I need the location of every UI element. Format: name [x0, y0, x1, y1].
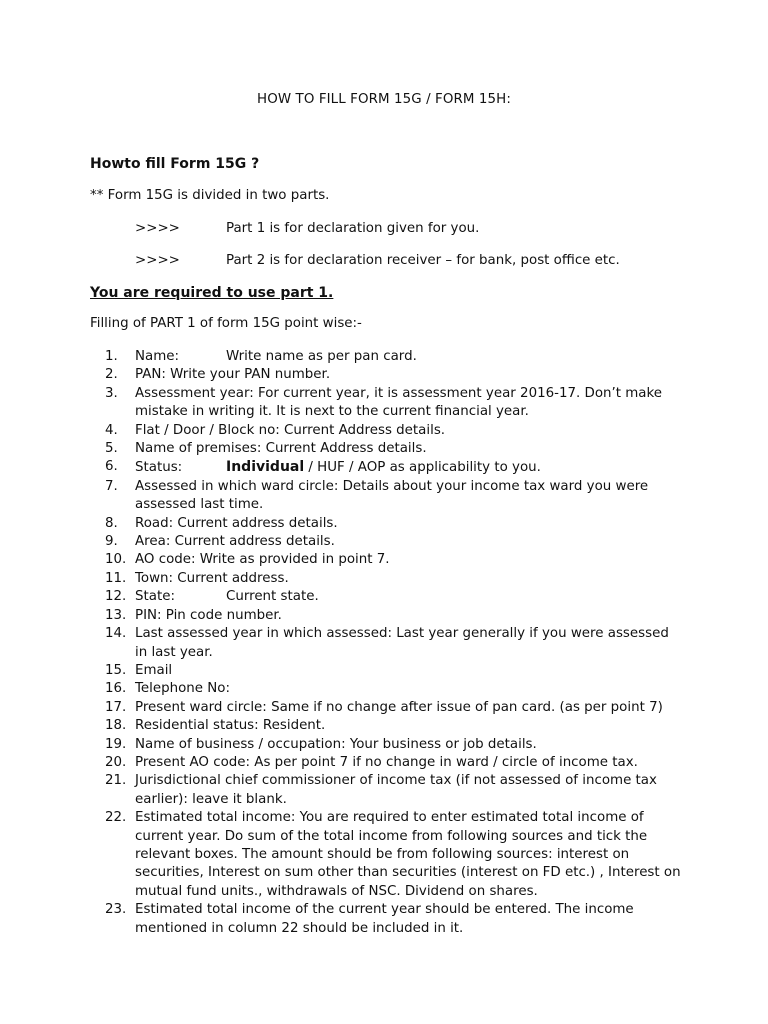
list-item — [105, 458, 685, 477]
list-item — [105, 440, 685, 458]
list-item-text: Flat / Door / Block no: Current Address details. — [135, 422, 446, 438]
list-item-number: 6. — [105, 459, 118, 475]
list-item-number: 5. — [105, 441, 118, 457]
list-item — [105, 772, 685, 809]
part-2-line — [135, 253, 620, 268]
list-item-number: 20. — [105, 754, 127, 770]
list-item-number: 17. — [105, 699, 127, 715]
list-item-number: 8. — [105, 515, 118, 531]
list-item — [105, 478, 685, 515]
list-item-label: Name: — [135, 349, 180, 364]
filling-intro: Filling of PART 1 of form 15G point wise:- — [90, 316, 362, 331]
list-item — [105, 385, 685, 422]
intro-text: ** Form 15G is divided in two parts. — [90, 188, 330, 203]
list-item — [105, 348, 685, 366]
list-item-number: 16. — [105, 681, 127, 697]
list-item-label: State: — [135, 589, 175, 605]
list-item-number: 11. — [105, 570, 127, 586]
part-2-text: Part 2 is for declaration receiver – for bank, post office etc. — [226, 253, 620, 268]
list-item-number: 14. — [105, 626, 127, 642]
part-1-line — [135, 221, 479, 236]
list-item-number: 23. — [105, 902, 127, 918]
list-item-text: Write name as per pan card. — [226, 349, 417, 364]
list-item-text: AO code: Write as provided in point 7. — [135, 552, 390, 568]
list-item-number: 12. — [105, 589, 127, 605]
list-item — [105, 625, 685, 662]
list-item-number: 19. — [105, 736, 127, 752]
list-item-text: Estimated total income of the current year should be entered. The income mentioned in column 22 should be included in it. — [135, 902, 634, 936]
list-item — [105, 736, 685, 754]
list-item-text: PAN: Write your PAN number. — [135, 367, 331, 383]
list-item-text: Assessment year: For current year, it is assessment year 2016-17. Don’t make mistake in writing it. It is next to the current financial year. — [135, 385, 663, 420]
list-item — [105, 588, 685, 606]
list-item — [105, 515, 685, 533]
list-item — [105, 754, 685, 772]
document-title: HOW TO FILL FORM 15G / FORM 15H: — [257, 92, 511, 107]
list-item-text: Name of business / occupation: Your business or job details. — [135, 736, 537, 752]
list-item-text: Name of premises: Current Address details. — [135, 441, 427, 457]
list-item-text: Current state. — [226, 589, 319, 605]
list-item — [105, 570, 685, 588]
list-item — [105, 607, 685, 625]
list-item-number: 1. — [105, 349, 118, 364]
list-item — [105, 680, 685, 698]
list-item-number: 3. — [105, 385, 118, 401]
list-item-text: PIN: Pin code number. — [135, 607, 282, 623]
list-item-emphasis: Individual — [226, 459, 305, 476]
list-item-text: Town: Current address. — [135, 570, 289, 586]
list-item — [105, 717, 685, 735]
list-item-number: 9. — [105, 534, 118, 550]
arrow-marker: >>>> — [135, 253, 180, 268]
list-item-text: Estimated total income: You are required to enter estimated total income of current year. Do sum of the total income from following sources and tick the relevant boxes. The amount should be from following sources: interest on securities, Interest on sum other than securities (interest on FD etc.) , Interest on mutual fund units., withdrawals of NSC. Dividend on shares. — [135, 810, 681, 899]
arrow-marker: >>>> — [135, 221, 180, 236]
required-note: You are required to use part 1. — [90, 285, 334, 301]
list-item-text: Present ward circle: Same if no change after issue of pan card. (as per point 7) — [135, 699, 663, 715]
list-item-text: Road: Current address details. — [135, 515, 338, 531]
list-item-number: 15. — [105, 662, 127, 678]
list-item-text: Residential status: Resident. — [135, 718, 326, 734]
part-1-text: Part 1 is for declaration given for you. — [226, 221, 480, 236]
list-item-label: Status: — [135, 460, 183, 476]
list-item — [105, 422, 685, 440]
list-item — [105, 662, 685, 680]
list-item-number: 22. — [105, 810, 127, 826]
list-item — [105, 533, 685, 551]
list-item — [105, 901, 685, 938]
list-item-number: 21. — [105, 773, 127, 789]
list-item-text: Last assessed year in which assessed: Last year generally if you were assessed in last year. — [135, 626, 669, 660]
list-item — [105, 366, 685, 384]
list-item-text: Area: Current address details. — [135, 534, 335, 550]
list-item-number: 7. — [105, 478, 118, 494]
list-item-text: Present AO code: As per point 7 if no change in ward / circle of income tax. — [135, 754, 638, 770]
list-item-number: 4. — [105, 422, 118, 438]
list-item-text: Email — [135, 662, 173, 678]
list-item-text: Telephone No: — [135, 681, 230, 697]
list-item — [105, 699, 685, 717]
list-item-number: 18. — [105, 718, 127, 734]
instruction-list — [105, 348, 685, 938]
section-heading: Howto fill Form 15G ? — [90, 156, 260, 172]
list-item-number: 2. — [105, 367, 118, 383]
list-item-number: 13. — [105, 607, 127, 623]
list-item-text: / HUF / AOP as applicability to you. — [304, 460, 541, 476]
list-item-text: Assessed in which ward circle: Details about your income tax ward you were assessed last time. — [135, 478, 649, 513]
list-item-number: 10. — [105, 552, 127, 568]
list-item-text: Jurisdictional chief commissioner of income tax (if not assessed of income tax earlier): leave it blank. — [135, 773, 657, 807]
list-item — [105, 809, 685, 901]
list-item — [105, 551, 685, 569]
